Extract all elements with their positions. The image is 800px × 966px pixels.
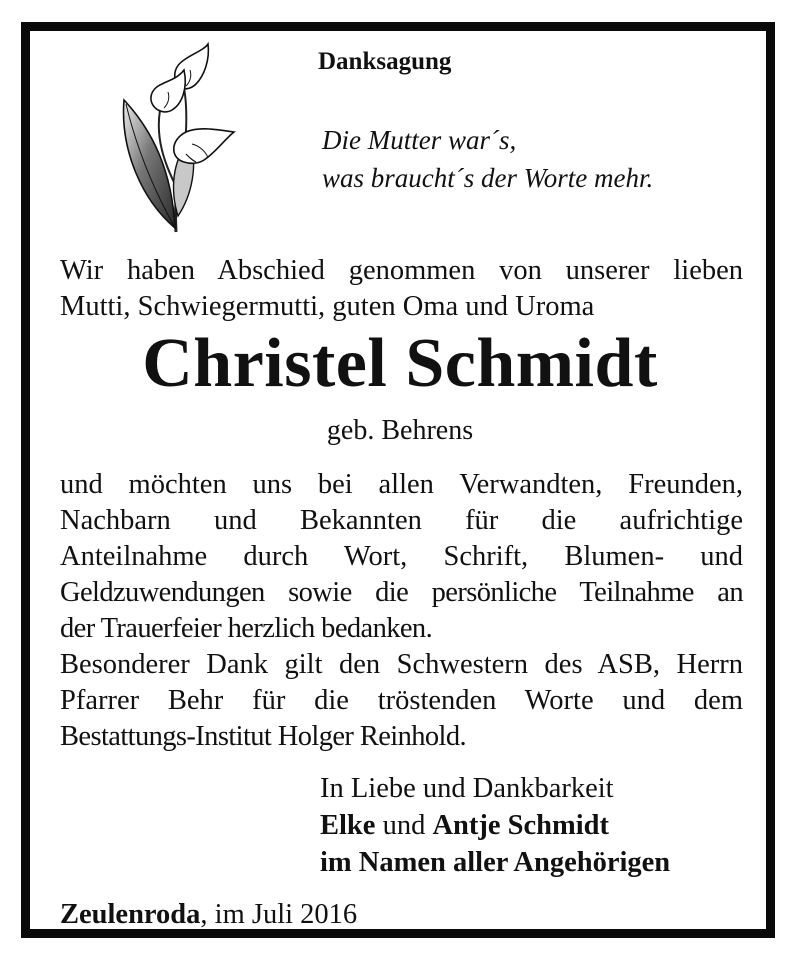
thanks-line-2: Nachbarn und Bekannten für die aufrichtige <box>60 505 743 536</box>
signature-line-3: im Namen aller Angehörigen <box>320 847 671 878</box>
signer-2: Antje Schmidt <box>432 810 609 841</box>
quote-line-1: Die Mutter war´s, <box>322 125 517 155</box>
intro-line-2: Mutti, Schwiegermutti, guten Oma und Uroma <box>60 291 595 322</box>
thanks-line-1: und möchten uns bei allen Verwandten, Freunden, <box>60 469 743 500</box>
thanks-line-8: Bestattungs-Institut Holger Reinhold. <box>60 721 467 752</box>
signature-names <box>320 807 609 845</box>
heading: Danksagung <box>318 48 452 75</box>
footer-date: , im Juli 2016 <box>200 899 358 930</box>
thanks-line-5: der Trauerfeier herzlich bedanken. <box>60 613 433 644</box>
signature-conjunction: und <box>375 810 433 841</box>
calla-lily-icon <box>112 40 242 235</box>
intro-line-1: Wir haben Abschied genommen von unserer lieben <box>60 255 743 286</box>
birth-name: geb. Behrens <box>326 415 474 446</box>
deceased-name: Christel Schmidt <box>142 325 658 402</box>
thanks-line-3: Anteilnahme durch Wort, Schrift, Blumen- und <box>60 541 743 572</box>
signature-line-1: In Liebe und Dankbarkeit <box>320 773 614 804</box>
thanks-line-7: Pfarrer Behr für die tröstenden Worte und dem <box>60 685 743 716</box>
footer <box>60 897 357 933</box>
quote-line-2: was braucht´s der Worte mehr. <box>322 163 654 193</box>
thanks-line-4: Geldzuwendungen sowie die persönliche Teilnahme an <box>60 577 743 608</box>
signer-1: Elke <box>320 810 376 841</box>
footer-place: Zeulenroda <box>60 899 201 930</box>
thanks-line-6: Besonderer Dank gilt den Schwestern des ASB, Herrn <box>60 649 743 680</box>
